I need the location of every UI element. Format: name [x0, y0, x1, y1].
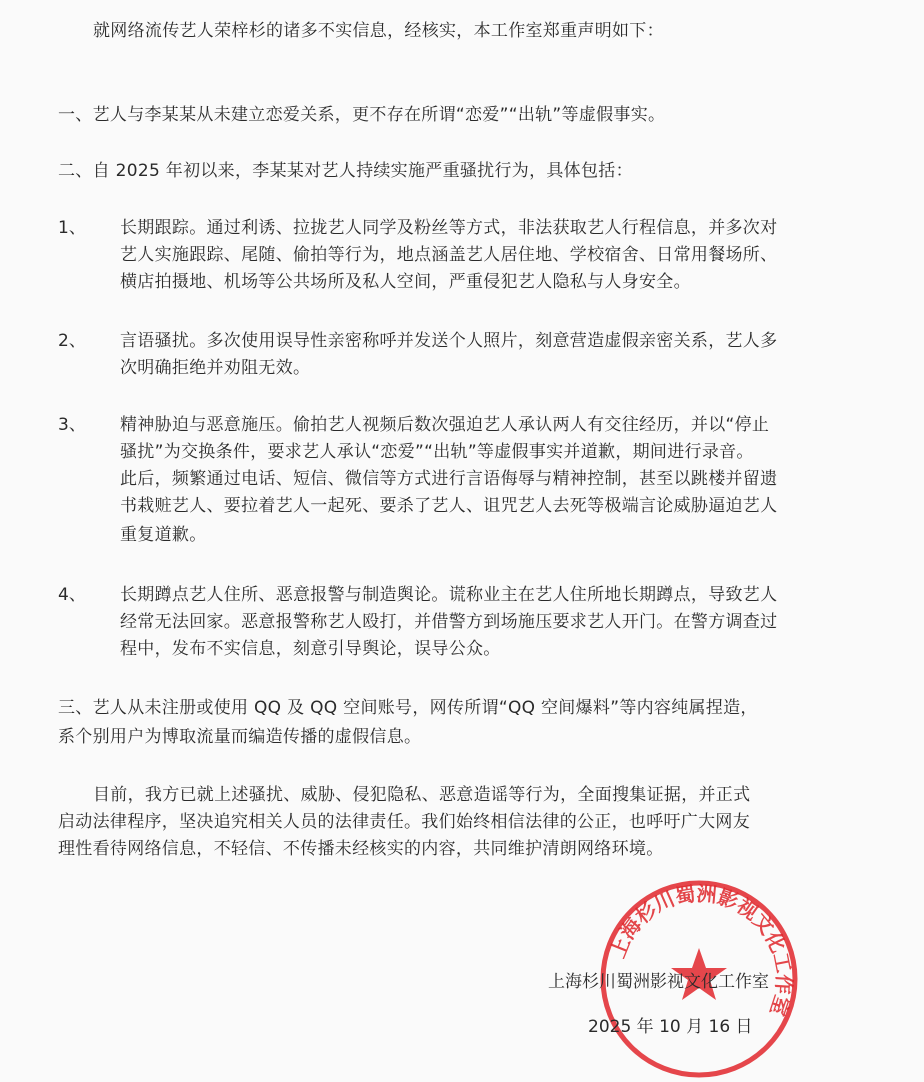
item-1-line: 艺人实施跟踪、尾随、偷拍等行为，地点涵盖艺人居住地、学校宿舍、日常用餐场所、: [120, 245, 778, 265]
item-2-number: 2、: [58, 331, 86, 351]
signature-text: 上海杉川蜀洲影视文化工作室: [548, 972, 769, 992]
item-4-number: 4、: [58, 585, 86, 605]
item-4-line: 长期蹲点艺人住所、恶意报警与制造舆论。谎称业主在艺人住所地长期蹲点，导致艺人: [120, 585, 778, 605]
item-3-line: 书栽赃艺人、要拉着艺人一起死、要杀了艺人、诅咒艺人去死等极端言论威胁逼迫艺人: [120, 496, 778, 516]
item-4-line: 程中，发布不实信息，刻意引导舆论，误导公众。: [120, 639, 501, 659]
section-2-text: 二、自 2025 年初以来，李某某对艺人持续实施严重骚扰行为，具体包括：: [58, 161, 633, 181]
item-1-line: 横店拍摄地、机场等公共场所及私人空间，严重侵犯艺人隐私与人身安全。: [120, 272, 691, 292]
item-3-line: 重复道歉。: [120, 525, 207, 545]
item-3-line: 骚扰”为交换条件，要求艺人承认“恋爱”“出轨”等虚假事实并道歉，期间进行录音。: [120, 442, 754, 462]
item-3-line: 精神胁迫与恶意施压。偷拍艺人视频后数次强迫艺人承认两人有交往经历，并以“停止: [120, 415, 770, 435]
section-3-line: 三、艺人从未注册或使用 QQ 及 QQ 空间账号，网传所谓“QQ 空间爆料”等内容纯属捏造，: [58, 698, 758, 718]
item-4-line: 经常无法回家。恶意报警称艺人殴打，并借警方到场施压要求艺人开门。在警方调查过: [120, 612, 778, 632]
svg-text:上海杉川蜀洲影视文化工作室: [605, 881, 796, 1018]
closing-line: 理性看待网络信息，不轻信、不传播未经核实的内容，共同维护清朗网络环境。: [58, 839, 664, 859]
intro-text: 就网络流传艺人荣梓杉的诸多不实信息，经核实，本工作室郑重声明如下：: [93, 21, 664, 41]
closing-line: 启动法律程序，坚决追究相关人员的法律责任。我们始终相信法律的公正，也呼吁广大网友: [58, 812, 750, 832]
item-3-number: 3、: [58, 415, 86, 435]
section-1-text: 一、艺人与李某某从未建立恋爱关系，更不存在所谓“恋爱”“出轨”等虚假事实。: [58, 105, 666, 125]
seal-text: 上海杉川蜀洲影视文化工作室: [605, 881, 797, 1019]
item-1-number: 1、: [58, 218, 86, 238]
item-3-line: 此后，频繁通过电话、短信、微信等方式进行言语侮辱与精神控制，甚至以跳楼并留遗: [120, 469, 778, 489]
date-text: 2025 年 10 月 16 日: [588, 1017, 753, 1037]
item-2-line: 言语骚扰。多次使用误导性亲密称呼并发送个人照片，刻意营造虚假亲密关系，艺人多: [120, 331, 778, 351]
item-1-line: 长期跟踪。通过利诱、拉拢艺人同学及粉丝等方式，非法获取艺人行程信息，并多次对: [120, 218, 778, 238]
section-3-line: 系个别用户为博取流量而编造传播的虚假信息。: [58, 727, 422, 747]
item-2-line: 次明确拒绝并劝阻无效。: [120, 358, 311, 378]
closing-line: 目前，我方已就上述骚扰、威胁、侵犯隐私、恶意造谣等行为，全面搜集证据，并正式: [93, 785, 751, 805]
